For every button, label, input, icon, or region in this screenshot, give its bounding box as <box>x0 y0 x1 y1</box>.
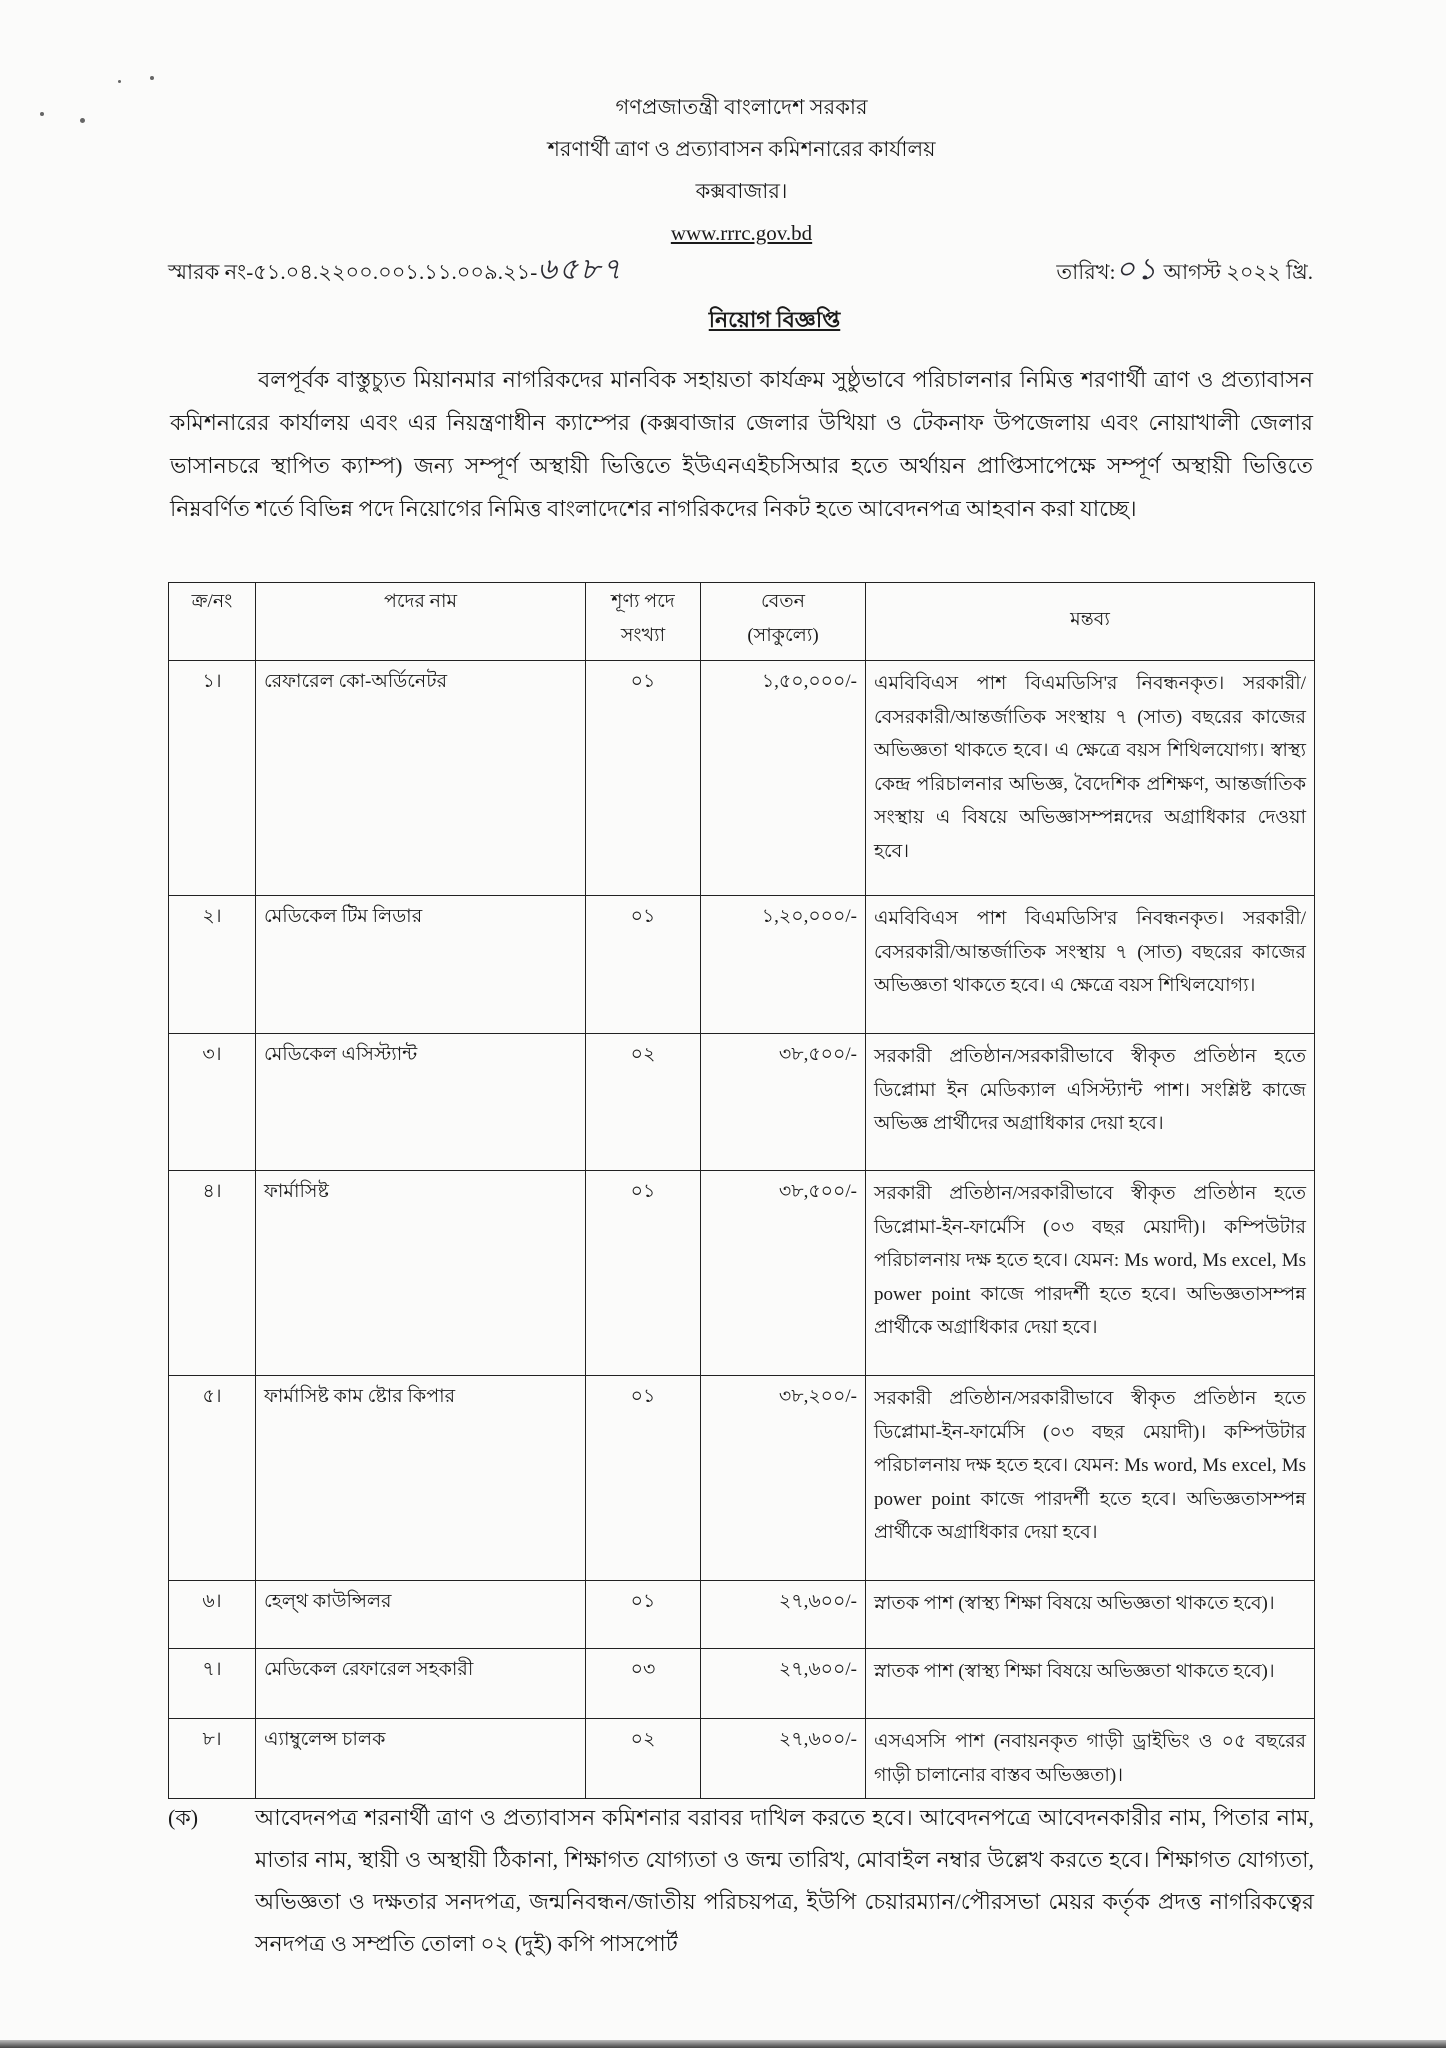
row-salary: ২৭,৬০০/- <box>701 1581 866 1649</box>
issue-date <box>1056 245 1313 296</box>
row-post: ফার্মাসিষ্ট কাম ষ্টোর কিপার <box>256 1376 586 1581</box>
row-vacancy: ০১ <box>586 896 701 1034</box>
row-remark: সরকারী প্রতিষ্ঠান/সরকারীভাবে স্বীকৃত প্রতিষ্ঠান হতে ডিপ্লোমা-ইন-ফার্মেসি (০৩ বছর মেয়াদী)। কম্পিউটার পরিচালনায় দক্ষ হতে হবে। যেমন: Ms word, Ms excel, Ms power point কাজে পারদর্শী হতে হবে। অভিজ্ঞতাসম্পন্ন প্রার্থীকে অগ্রাধিকার দেয়া হবে। <box>866 1376 1315 1581</box>
row-vacancy: ০২ <box>586 1034 701 1171</box>
row-salary: ৩৮,২০০/- <box>701 1376 866 1581</box>
header-salary-line1: বেতন <box>761 591 805 612</box>
letterhead <box>170 86 1313 254</box>
memo-prefix: স্মারক নং-৫১.০৪.২২০০.০০১.১১.০০৯.২১- <box>168 260 538 284</box>
row-remark: এমবিবিএস পাশ বিএমডিসি'র নিবন্ধনকৃত। সরকারী/বেসরকারী/আন্তর্জাতিক সংস্থায় ৭ (সাত) বছরের কাজের অভিজ্ঞতা থাকতে হবে। এ ক্ষেত্রে বয়স শিথিলযোগ্য। স্বাস্থ্য কেন্দ্র পরিচালনার অভিজ্ঞ, বৈদেশিক প্রশিক্ষণ, আন্তর্জাতিক সংস্থায় এ বিষয়ে অভিজ্ঞাসম্পন্নদের অগ্রাধিকার দেওয়া হবে। <box>866 661 1315 896</box>
date-rest: আগস্ট ২০২২ খ্রি. <box>1163 260 1313 284</box>
row-remark: সরকারী প্রতিষ্ঠান/সরকারীভাবে স্বীকৃত প্রতিষ্ঠান হতে ডিপ্লোমা ইন মেডিক্যাল এসিস্ট্যান্ট পাশ। সংশ্লিষ্ট কাজে অভিজ্ঞ প্রার্থীদের অগ্রাধিকার দেয়া হবে। <box>866 1034 1315 1171</box>
row-serial: ৫। <box>169 1376 256 1581</box>
row-post: রেফারেল কো-অর্ডিনেটর <box>256 661 586 896</box>
row-vacancy: ০৩ <box>586 1649 701 1719</box>
row-vacancy: ০১ <box>586 1171 701 1376</box>
scan-edge <box>0 2040 1446 2048</box>
office-website: www.rrrc.gov.bd <box>670 221 813 245</box>
row-post: মেডিকেল টিম লিডার <box>256 896 586 1034</box>
row-post: ফার্মাসিষ্ট <box>256 1171 586 1376</box>
government-name: গণপ্রজাতন্ত্রী বাংলাদেশ সরকার <box>615 95 868 119</box>
row-vacancy: ০২ <box>586 1719 701 1799</box>
conditions-list <box>168 1797 1314 1965</box>
table-row <box>169 661 1315 896</box>
table-row <box>169 1581 1315 1649</box>
date-handwritten-day: ০১ <box>1115 252 1159 287</box>
office-name: শরণার্থী ত্রাণ ও প্রত্যাবাসন কমিশনারের কার্যালয় <box>547 137 936 161</box>
memo-handwritten-number: ৬৫৮৭ <box>537 252 624 287</box>
row-serial: ৩। <box>169 1034 256 1171</box>
row-post: মেডিকেল রেফারেল সহকারী <box>256 1649 586 1719</box>
row-remark: স্নাতক পাশ (স্বাস্থ্য শিক্ষা বিষয়ে অভিজ্ঞতা থাকতে হবে)। <box>866 1581 1315 1649</box>
row-serial: ৭। <box>169 1649 256 1719</box>
row-salary: ১,২০,০০০/- <box>701 896 866 1034</box>
row-salary: ২৭,৬০০/- <box>701 1719 866 1799</box>
table-row <box>169 896 1315 1034</box>
notice-title-text: নিয়োগ বিজ্ঞপ্তি <box>708 307 841 332</box>
scan-speck <box>150 76 154 80</box>
table-row <box>169 1171 1315 1376</box>
header-salary-line2: (সাকুল্যে) <box>747 625 819 646</box>
row-remark: এমবিবিএস পাশ বিএমডিসি'র নিবন্ধনকৃত। সরকারী/বেসরকারী/আন্তর্জাতিক সংস্থায় ৭ (সাত) বছরের কাজের অভিজ্ঞতা থাকতে হবে। এ ক্ষেত্রে বয়স শিথিলযোগ্য। <box>866 896 1315 1034</box>
vacancy-table <box>168 582 1315 1799</box>
memo-date-row <box>168 252 1313 296</box>
row-vacancy: ০১ <box>586 661 701 896</box>
table-row <box>169 1719 1315 1799</box>
header-vacancy-line2: সংখ্যা <box>620 625 666 646</box>
row-serial: ৮। <box>169 1719 256 1799</box>
intro-paragraph: বলপূর্বক বাস্তুচ্যুত মিয়ানমার নাগরিকদের মানবিক সহায়তা কার্যক্রম সুষ্ঠুভাবে পরিচালনার নিমিত্ত শরণার্থী ত্রাণ ও প্রত্যাবাসন কমিশনারের কার্যালয় এবং এর নিয়ন্ত্রণাধীন ক্যাম্পের (কক্সবাজার জেলার উখিয়া ও টেকনাফ উপজেলায় এবং নোয়াখালী জেলার ভাসানচরে স্থাপিত ক্যাম্প) জন্য সম্পূর্ণ অস্থায়ী ভিত্তিতে ইউএনএইচসিআর হতে অর্থায়ন প্রাপ্তিসাপেক্ষে সম্পূর্ণ অস্থায়ী ভিত্তিতে নিম্নবর্ণিত শর্তে বিভিন্ন পদে নিয়োগের নিমিত্ত বাংলাদেশের নাগরিকদের নিকট হতে আবেদনপত্র আহবান করা যাচ্ছে। <box>170 367 1313 521</box>
row-salary: ১,৫০,০০০/- <box>701 661 866 896</box>
header-salary <box>701 583 866 661</box>
scan-speck <box>40 112 44 116</box>
row-vacancy: ০১ <box>586 1581 701 1649</box>
memo-number <box>168 245 623 296</box>
row-vacancy: ০১ <box>586 1376 701 1581</box>
row-post: মেডিকেল এসিস্ট্যান্ট <box>256 1034 586 1171</box>
row-salary: ৩৮,৫০০/- <box>701 1034 866 1171</box>
condition-marker: (ক) <box>168 1805 199 1830</box>
row-remark: এসএসসি পাশ (নবায়নকৃত গাড়ী ড্রাইভিং ও ০৫ বছরের গাড়ী চালানোর বাস্তব অভিজ্ঞতা)। <box>866 1719 1315 1799</box>
row-salary: ২৭,৬০০/- <box>701 1649 866 1719</box>
row-remark: স্নাতক পাশ (স্বাস্থ্য শিক্ষা বিষয়ে অভিজ্ঞতা থাকতে হবে)। <box>866 1649 1315 1719</box>
table-header-row <box>169 583 1315 661</box>
table-row <box>169 1649 1315 1719</box>
table-row <box>169 1034 1315 1171</box>
scan-speck <box>118 80 121 83</box>
office-location: কক্সবাজার। <box>695 179 788 203</box>
header-remarks: মন্তব্য <box>866 583 1315 661</box>
row-remark: সরকারী প্রতিষ্ঠান/সরকারীভাবে স্বীকৃত প্রতিষ্ঠান হতে ডিপ্লোমা-ইন-ফার্মেসি (০৩ বছর মেয়াদী)। কম্পিউটার পরিচালনায় দক্ষ হতে হবে। যেমন: Ms word, Ms excel, Ms power point কাজে পারদর্শী হতে হবে। অভিজ্ঞতাসম্পন্ন প্রার্থীকে অগ্রাধিকার দেয়া হবে। <box>866 1171 1315 1376</box>
header-post: পদের নাম <box>256 583 586 661</box>
date-label: তারিখ: <box>1056 260 1116 284</box>
condition-text: আবেদনপত্র শরনার্থী ত্রাণ ও প্রত্যাবাসন কমিশনার বরাবর দাখিল করতে হবে। আবেদনপত্রে আবেদনকারীর নাম, পিতার নাম, মাতার নাম, স্থায়ী ও অস্থায়ী ঠিকানা, শিক্ষাগত যোগ্যতা ও জন্ম তারিখ, মোবাইল নম্বার উল্লেখ করতে হবে। শিক্ষাগত যোগ্যতা, অভিজ্ঞতা ও দক্ষতার সনদপত্র, জন্মনিবন্ধন/জাতীয় পরিচয়পত্র, ইউপি চেয়ারম্যান/পৌরসভা মেয়র কর্তৃক প্রদত্ত নাগরিকত্বের সনদপত্র ও সম্প্রতি তোলা ০২ (দুই) কপি পাসপোর্ট <box>255 1805 1314 1956</box>
table-row <box>169 1376 1315 1581</box>
notice-title <box>170 300 1313 340</box>
header-vacancy <box>586 583 701 661</box>
row-serial: ৪। <box>169 1171 256 1376</box>
condition-item <box>168 1797 1314 1965</box>
row-post: এ্যাম্বুলেন্স চালক <box>256 1719 586 1799</box>
row-serial: ৬। <box>169 1581 256 1649</box>
scan-speck <box>80 118 85 123</box>
header-vacancy-line1: শূণ্য পদে <box>611 591 675 612</box>
header-serial: ক্র/নং <box>169 583 256 661</box>
row-salary: ৩৮,৫০০/- <box>701 1171 866 1376</box>
row-post: হেল্থ কাউন্সিলর <box>256 1581 586 1649</box>
row-serial: ২। <box>169 896 256 1034</box>
row-serial: ১। <box>169 661 256 896</box>
